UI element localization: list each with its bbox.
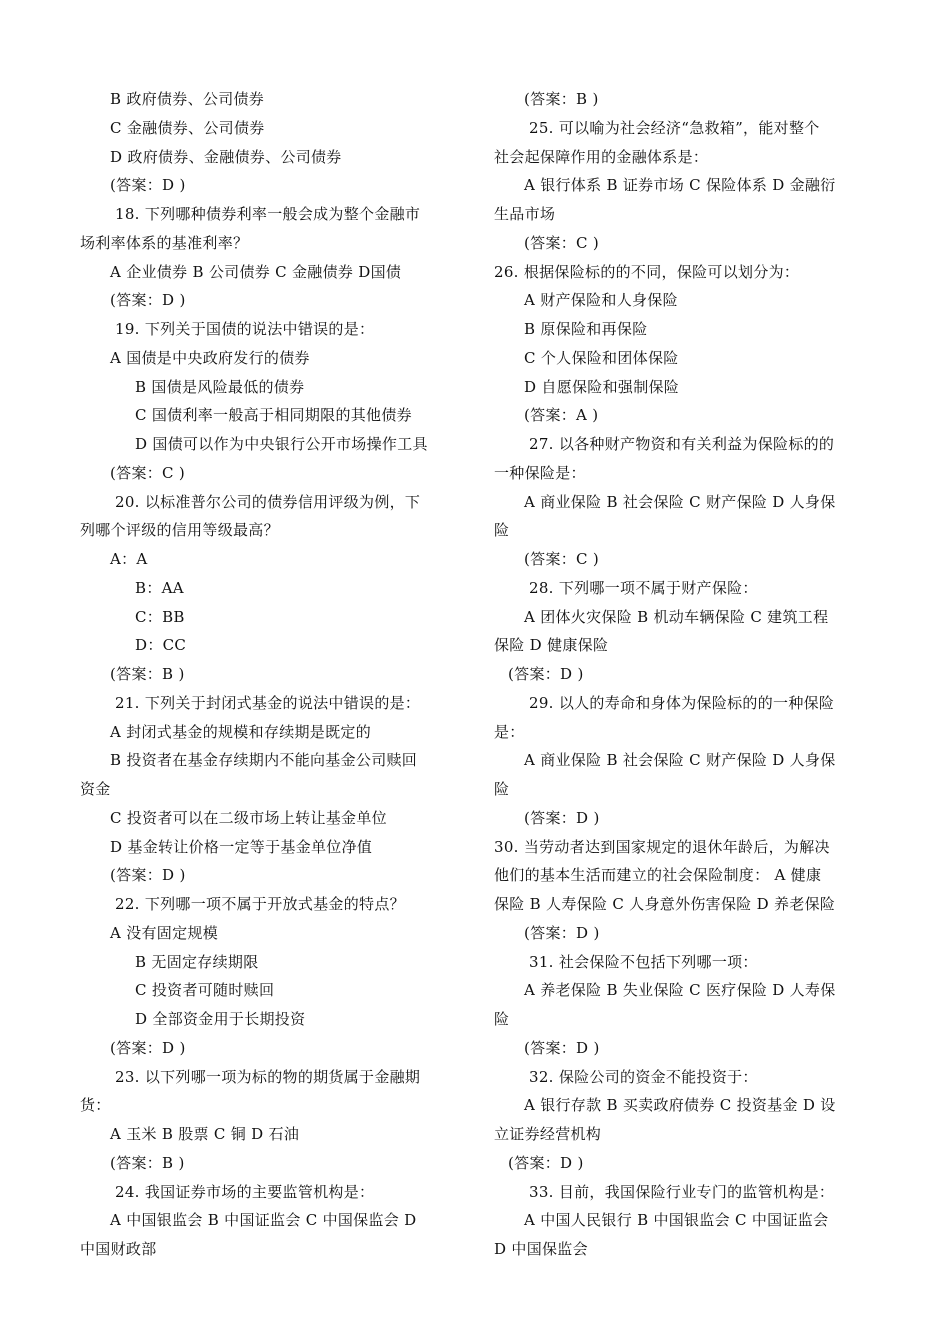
right-text-line: 社会起保障作用的金融体系是：	[494, 147, 709, 166]
left-text-line: (答案：D )	[110, 291, 186, 310]
left-text-line: 21. 下列关于封闭式基金的说法中错误的是：	[115, 693, 421, 712]
right-text-line: (答案：D )	[508, 665, 584, 683]
right-text-line: 32. 保险公司的资金不能投资于：	[529, 1067, 758, 1086]
right-text-line: 26. 根据保险标的的不同，保险可以划分为：	[494, 262, 800, 281]
left-text-line: C 投资者可以在二级市场上转让基金单位	[110, 808, 387, 827]
left-text-line: 24. 我国证券市场的主要监管机构是：	[115, 1182, 375, 1201]
right-column	[494, 85, 879, 1264]
left-text-line: D 全部资金用于长期投资	[135, 1010, 306, 1028]
left-text-line: B 国债是风险最低的债券	[135, 377, 305, 396]
right-text-line: 30. 当劳动者达到国家规定的退休年龄后，为解决	[494, 837, 830, 856]
right-text-line: 28. 下列哪一项不属于财产保险：	[529, 578, 758, 597]
right-text-line: 一种保险是：	[494, 463, 586, 482]
left-text-line: (答案：D )	[110, 866, 186, 885]
left-text-line: 18. 下列哪种债券利率一般会成为整个金融市	[115, 205, 421, 223]
right-text-line: A 中国人民银行 B 中国银监会 C 中国证监会	[524, 1211, 829, 1230]
left-text-line: C：BB	[135, 607, 185, 626]
right-text-line: A 银行存款 B 买卖政府债券 C 投资基金 D 设	[524, 1096, 836, 1115]
right-text-line: 险	[494, 780, 510, 798]
right-text-line: 保险 B 人寿保险 C 人身意外伤害保险 D 养老保险	[494, 895, 836, 913]
right-text-line: (答案：A )	[524, 406, 599, 425]
right-text-line: (答案：D )	[524, 1038, 600, 1057]
right-text-line: (答案：B )	[524, 90, 599, 108]
right-text-line: (答案：C )	[524, 233, 600, 252]
right-text-line: 是：	[494, 722, 525, 741]
left-text-line: 19. 下列关于国债的说法中错误的是：	[115, 320, 375, 338]
left-text-line: (答案：D )	[110, 176, 186, 195]
left-text-line: A 国债是中央政府发行的债券	[110, 348, 310, 367]
left-text-line: A：A	[110, 550, 148, 568]
right-text-line: (答案：D )	[524, 808, 600, 827]
left-text-line: 23. 以下列哪一项为标的物的期货属于金融期	[115, 1067, 421, 1086]
right-text-line: A 商业保险 B 社会保险 C 财产保险 D 人身保	[524, 492, 836, 511]
left-text-line: 列哪个评级的信用等级最高？	[80, 521, 279, 540]
right-text-line: A 养老保险 B 失业保险 C 医疗保险 D 人寿保	[524, 981, 836, 1000]
left-text-line: D 国债可以作为中央银行公开市场操作工具	[135, 435, 428, 453]
left-text-line: B 投资者在基金存续期内不能向基金公司赎回	[110, 751, 418, 770]
left-text-line: 场利率体系的基准利率？	[80, 233, 249, 252]
right-text-line: 29. 以人的寿命和身体为保险标的的一种保险	[529, 693, 835, 712]
right-text-line: 27. 以各种财产物资和有关利益为保险标的的	[529, 435, 835, 453]
left-text-line: A 企业债券 B 公司债券 C 金融债券 D国债	[110, 262, 402, 281]
right-text-line: D 自愿保险和强制保险	[524, 377, 680, 396]
right-text-line: 立证券经营机构	[494, 1125, 602, 1143]
left-text-line: 22. 下列哪一项不属于开放式基金的特点？	[115, 895, 405, 913]
left-text-line: 资金	[80, 780, 111, 798]
left-text-line: (答案：D )	[110, 1038, 186, 1057]
right-text-line: 31. 社会保险不包括下列哪一项：	[529, 952, 758, 971]
left-text-line: D 政府债券、金融债券、公司债券	[110, 147, 342, 166]
left-text-line: D 基金转让价格一定等于基金单位净值	[110, 837, 373, 856]
right-text-line: 险	[494, 521, 510, 540]
right-text-line: (答案：C )	[524, 550, 600, 568]
right-text-line: A 商业保险 B 社会保险 C 财产保险 D 人身保	[524, 751, 836, 770]
left-text-line: (答案：C )	[110, 463, 186, 482]
left-text-line: B 无固定存续期限	[135, 952, 259, 971]
left-text-line: 货：	[80, 1096, 111, 1115]
right-text-line: 25. 可以喻为社会经济“急救箱”，能对整个	[529, 118, 820, 137]
right-text-line: (答案：D )	[508, 1153, 584, 1172]
left-text-line: 20. 以标准普尔公司的债券信用评级为例，下	[115, 492, 421, 511]
left-column	[80, 85, 465, 1264]
right-text-line: (答案：D )	[524, 923, 600, 942]
right-text-line: 33. 目前，我国保险行业专门的监管机构是：	[529, 1182, 835, 1201]
right-text-line: A 财产保险和人身保险	[524, 291, 678, 310]
right-text-line: A 团体火灾保险 B 机动车辆保险 C 建筑工程	[524, 607, 829, 626]
left-text-line: C 金融债券、公司债券	[110, 118, 265, 137]
right-text-line: C 个人保险和团体保险	[524, 348, 679, 367]
left-text-line: A 玉米 B 股票 C 铜 D 石油	[110, 1125, 300, 1143]
left-text-line: B 政府债券、公司债券	[110, 90, 265, 108]
left-text-line: C 投资者可随时赎回	[135, 981, 275, 1000]
right-text-line: 保险 D 健康保险	[494, 636, 609, 655]
right-text-line: B 原保险和再保险	[524, 320, 648, 338]
right-text-line: A 银行体系 B 证券市场 C 保险体系 D 金融衍	[524, 176, 836, 195]
left-text-line: A 中国银监会 B 中国证监会 C 中国保监会 D	[110, 1211, 417, 1230]
left-text-line: D：CC	[135, 636, 187, 655]
left-text-line: A 没有固定规模	[110, 923, 219, 942]
right-text-line: 险	[494, 1010, 510, 1028]
left-text-line: C 国债利率一般高于相同期限的其他债券	[135, 406, 412, 425]
right-text-line: 生品市场	[494, 205, 556, 223]
right-text-line: D 中国保监会	[494, 1240, 588, 1258]
left-text-line: 中国财政部	[80, 1240, 157, 1258]
left-text-line: (答案：B )	[110, 1153, 185, 1172]
left-text-line: A 封闭式基金的规模和存续期是既定的	[110, 722, 372, 741]
left-text-line: B：AA	[135, 578, 184, 597]
left-text-line: (答案：B )	[110, 665, 185, 683]
right-text-line: 他们的基本生活而建立的社会保险制度： A 健康	[494, 866, 822, 885]
